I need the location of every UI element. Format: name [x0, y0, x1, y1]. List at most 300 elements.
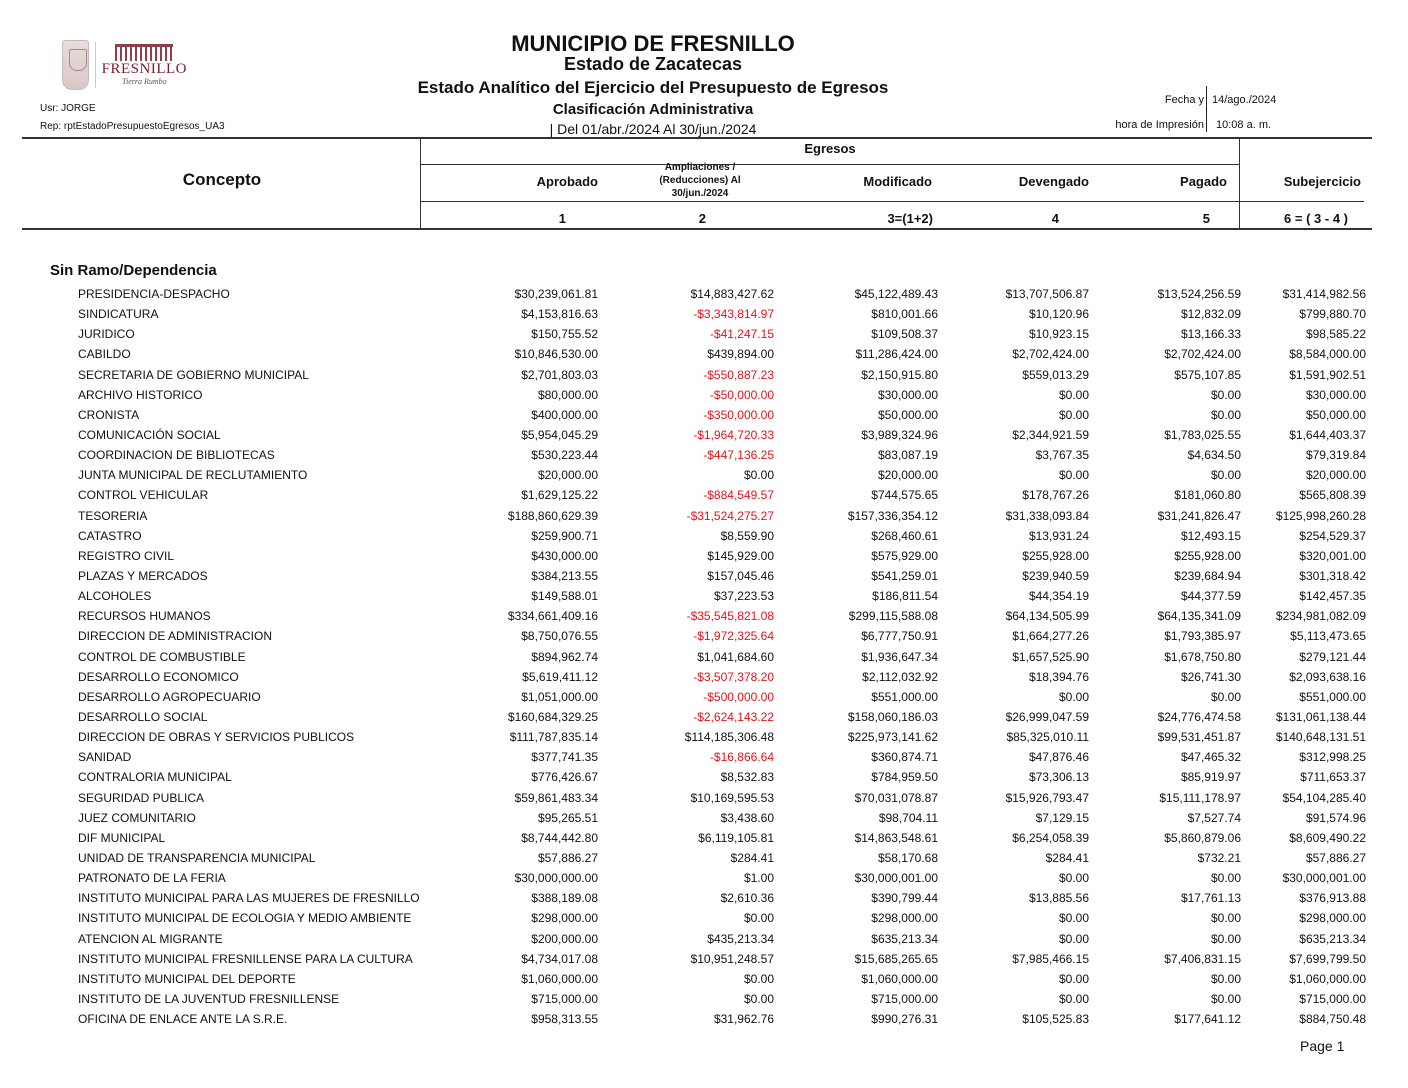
table-row [0, 949, 1408, 969]
col-number-1: 1 [558, 211, 566, 226]
row-subejercicio: $799,880.70 [1299, 307, 1366, 322]
report-classification: Clasificación Administrativa [552, 101, 754, 118]
row-pagado: $181,060.80 [1174, 488, 1241, 503]
row-pagado: $0.00 [1210, 387, 1241, 402]
row-pagado: $24,776,474.58 [1157, 709, 1241, 724]
row-pagado: $1,678,750.80 [1164, 649, 1241, 664]
row-ampliaciones: -$447,136.25 [703, 448, 774, 463]
row-devengado: $0.00 [1058, 991, 1089, 1006]
row-devengado: $13,931.24 [1028, 528, 1089, 543]
row-pagado: $1,783,025.55 [1164, 427, 1241, 442]
row-pagado: $5,860,879.06 [1164, 830, 1241, 845]
row-pagado: $99,531,451.87 [1157, 730, 1241, 745]
row-modificado: $14,863,548.61 [854, 830, 938, 845]
table-row [0, 445, 1408, 465]
row-subejercicio: $279,121.44 [1299, 649, 1366, 664]
col-number-2: 2 [698, 211, 706, 226]
row-concepto: DESARROLLO AGROPECUARIO [78, 689, 261, 704]
row-devengado: $7,129.15 [1035, 810, 1089, 825]
row-modificado: $390,799.44 [871, 891, 938, 906]
row-modificado: $225,973,141.62 [847, 730, 938, 745]
row-concepto: PLAZAS Y MERCADOS [78, 568, 208, 583]
row-devengado: $0.00 [1058, 407, 1089, 422]
row-aprobado: $160,684,329.25 [507, 709, 598, 724]
row-pagado: $26,741.30 [1180, 669, 1241, 684]
row-aprobado: $111,787,835.14 [509, 730, 598, 745]
egresos-header: Egresos [804, 141, 856, 156]
row-concepto: DESARROLLO SOCIAL [78, 709, 208, 724]
row-aprobado: $384,213.55 [531, 568, 598, 583]
row-concepto: DESARROLLO ECONOMICO [78, 669, 239, 684]
table-row [0, 586, 1408, 606]
row-modificado: $83,087.19 [877, 448, 938, 463]
row-devengado: $559,013.29 [1022, 367, 1089, 382]
row-aprobado: $430,000.00 [531, 548, 598, 563]
row-devengado: $0.00 [1058, 689, 1089, 704]
row-aprobado: $530,223.44 [531, 448, 598, 463]
row-subejercicio: $320,001.00 [1299, 548, 1366, 563]
table-row [0, 969, 1408, 989]
table-row [0, 526, 1408, 546]
row-ampliaciones: -$350,000.00 [703, 407, 774, 422]
row-modificado: $575,929.00 [871, 548, 938, 563]
row-concepto: UNIDAD DE TRANSPARENCIA MUNICIPAL [78, 850, 316, 865]
row-subejercicio: $131,061,138.44 [1275, 709, 1366, 724]
row-devengado: $2,702,424.00 [1012, 347, 1089, 362]
row-concepto: INSTITUTO MUNICIPAL DE ECOLOGIA Y MEDIO AMBIENTE [78, 911, 412, 926]
row-subejercicio: $50,000.00 [1305, 407, 1366, 422]
row-concepto: COMUNICACIÓN SOCIAL [78, 427, 221, 442]
table-row [0, 485, 1408, 505]
col-number-3: 3=(1+2) [887, 211, 933, 226]
row-modificado: $70,031,078.87 [854, 790, 938, 805]
row-devengado: $1,657,525.90 [1012, 649, 1089, 664]
row-aprobado: $80,000.00 [537, 387, 598, 402]
row-aprobado: $1,051,000.00 [521, 689, 598, 704]
row-ampliaciones: $31,962.76 [713, 1012, 774, 1027]
table-row [0, 647, 1408, 667]
row-subejercicio: $715,000.00 [1299, 991, 1366, 1006]
row-aprobado: $388,189.08 [531, 891, 598, 906]
row-subejercicio: $8,584,000.00 [1289, 347, 1366, 362]
row-concepto: SINDICATURA [78, 307, 159, 322]
row-pagado: $7,406,831.15 [1164, 951, 1241, 966]
row-pagado: $255,928.00 [1174, 548, 1241, 563]
row-ampliaciones: $0.00 [743, 991, 774, 1006]
table-row [0, 465, 1408, 485]
row-concepto: DIF MUNICIPAL [78, 830, 166, 845]
row-aprobado: $2,701,803.03 [521, 367, 598, 382]
row-concepto: COORDINACION DE BIBLIOTECAS [78, 448, 275, 463]
row-aprobado: $894,962.74 [531, 649, 598, 664]
row-pagado: $1,793,385.97 [1164, 629, 1241, 644]
row-pagado: $0.00 [1210, 871, 1241, 886]
row-subejercicio: $20,000.00 [1305, 468, 1366, 483]
table-body [0, 284, 1408, 1029]
row-aprobado: $59,861,483.34 [514, 790, 598, 805]
row-concepto: SEGURIDAD PUBLICA [78, 790, 205, 805]
row-subejercicio: $8,609,490.22 [1289, 830, 1366, 845]
row-aprobado: $10,846,530.00 [514, 347, 598, 362]
table-row [0, 385, 1408, 405]
row-aprobado: $4,153,816.63 [521, 307, 598, 322]
table-row [0, 989, 1408, 1009]
print-time-label: hora de Impresión [1115, 119, 1204, 131]
row-subejercicio: $54,104,285.40 [1282, 790, 1366, 805]
table-row [0, 908, 1408, 928]
row-subejercicio: $884,750.48 [1299, 1012, 1366, 1027]
row-concepto: OFICINA DE ENLACE ANTE LA S.R.E. [78, 1012, 288, 1027]
row-ampliaciones: -$1,972,325.64 [693, 629, 774, 644]
row-aprobado: $150,755.52 [531, 327, 598, 342]
row-subejercicio: $312,998.25 [1299, 750, 1366, 765]
row-ampliaciones: -$3,507,378.20 [693, 669, 774, 684]
row-concepto: DIRECCION DE ADMINISTRACION [78, 629, 273, 644]
row-ampliaciones: $0.00 [743, 971, 774, 986]
row-modificado: $11,286,424.00 [855, 347, 938, 362]
table-row [0, 667, 1408, 687]
logo-name: FRESNILLO [101, 61, 187, 77]
row-aprobado: $8,744,442.80 [521, 830, 598, 845]
row-pagado: $13,166.33 [1180, 327, 1241, 342]
col-aprobado-header: Aprobado [536, 174, 598, 189]
row-ampliaciones: $439,894.00 [707, 347, 774, 362]
row-modificado: $15,685,265.65 [854, 951, 938, 966]
row-pagado: $44,377.59 [1180, 589, 1241, 604]
row-subejercicio: $1,060,000.00 [1289, 971, 1366, 986]
col-number-6: 6 = ( 3 - 4 ) [1284, 211, 1348, 226]
row-ampliaciones: $6,119,105.81 [698, 830, 774, 845]
print-time: 10:08 a. m. [1216, 119, 1272, 131]
row-pagado: $177,641.12 [1174, 1012, 1241, 1027]
row-subejercicio: $565,808.39 [1299, 488, 1366, 503]
row-devengado: $0.00 [1058, 387, 1089, 402]
row-concepto: RECURSOS HUMANOS [78, 609, 211, 624]
row-ampliaciones: $435,213.34 [707, 931, 774, 946]
row-subejercicio: $711,653.37 [1300, 770, 1366, 785]
row-pagado: $732.21 [1197, 850, 1241, 865]
logo-tagline: Tierra Rumbo [121, 77, 167, 86]
row-ampliaciones: -$41,247.15 [709, 327, 774, 342]
row-subejercicio: $376,913.88 [1299, 891, 1366, 906]
report-state: Estado de Zacatecas [563, 54, 743, 74]
row-modificado: $715,000.00 [871, 991, 938, 1006]
print-date-label: Fecha y [1164, 94, 1204, 106]
row-subejercicio: $2,093,638.16 [1289, 669, 1366, 684]
row-ampliaciones: $0.00 [743, 468, 774, 483]
row-concepto: PRESIDENCIA-DESPACHO [78, 287, 230, 301]
row-concepto: INSTITUTO MUNICIPAL DEL DEPORTE [78, 971, 296, 986]
row-ampliaciones: $1,041,684.60 [697, 649, 774, 664]
egresos-underline [420, 164, 1240, 165]
row-modificado: $58,170.68 [877, 850, 938, 865]
col-pagado-header: Pagado [1180, 174, 1227, 189]
row-pagado: $575,107.85 [1174, 367, 1241, 382]
row-modificado: $157,336,354.12 [847, 508, 938, 523]
row-aprobado: $20,000.00 [537, 468, 598, 483]
row-aprobado: $400,000.00 [531, 407, 598, 422]
row-aprobado: $200,000.00 [531, 931, 598, 946]
table-row [0, 626, 1408, 646]
row-concepto: INSTITUTO MUNICIPAL PARA LAS MUJERES DE FRESNILLO [78, 891, 420, 906]
row-devengado: $73,306.13 [1028, 770, 1089, 785]
row-aprobado: $149,588.01 [531, 589, 598, 604]
row-pagado: $13,524,256.59 [1157, 287, 1241, 301]
row-concepto: ATENCION AL MIGRANTE [78, 931, 223, 946]
row-pagado: $0.00 [1210, 468, 1241, 483]
row-modificado: $50,000.00 [877, 407, 938, 422]
report-period: | Del 01/abr./2024 Al 30/jun./2024 [549, 121, 757, 137]
row-ampliaciones: -$884,549.57 [703, 488, 774, 503]
table-row [0, 506, 1408, 526]
col-number-5: 5 [1202, 211, 1210, 226]
table-row [0, 727, 1408, 747]
row-concepto: DIRECCION DE OBRAS Y SERVICIOS PUBLICOS [78, 730, 355, 745]
row-devengado: $0.00 [1058, 911, 1089, 926]
row-devengado: $0.00 [1058, 971, 1089, 986]
row-modificado: $299,115,588.08 [848, 609, 938, 624]
row-ampliaciones: $14,883,427.62 [690, 287, 774, 301]
row-concepto: CONTROL VEHICULAR [78, 488, 209, 503]
row-devengado: $64,134,505.99 [1005, 609, 1089, 624]
row-modificado: $1,936,647.34 [861, 649, 938, 664]
row-subejercicio: $57,886.27 [1305, 850, 1366, 865]
row-ampliaciones: $10,951,248.57 [690, 951, 774, 966]
row-aprobado: $5,954,045.29 [521, 427, 598, 442]
row-subejercicio: $140,648,131.51 [1275, 730, 1366, 745]
table-row [0, 1009, 1408, 1029]
row-subejercicio: $98,585.22 [1305, 327, 1366, 342]
table-row [0, 848, 1408, 868]
row-devengado: $15,926,793.47 [1005, 790, 1089, 805]
row-subejercicio: $91,574.96 [1305, 810, 1366, 825]
row-aprobado: $4,734,017.08 [521, 951, 598, 966]
table-row [0, 929, 1408, 949]
concepto-header: Concepto [182, 170, 262, 189]
row-aprobado: $1,629,125.22 [521, 488, 598, 503]
row-modificado: $784,959.50 [871, 770, 938, 785]
row-pagado: $0.00 [1210, 971, 1241, 986]
row-concepto: SANIDAD [78, 750, 132, 765]
row-pagado: $12,493.15 [1180, 528, 1241, 543]
row-pagado: $12,832.09 [1180, 307, 1241, 322]
row-concepto: INSTITUTO MUNICIPAL FRESNILLENSE PARA LA CULTURA [78, 951, 413, 966]
table-top-border [22, 137, 1372, 139]
table-row [0, 707, 1408, 727]
row-subejercicio: $1,644,403.37 [1289, 427, 1366, 442]
table-row [0, 767, 1408, 787]
row-devengado: $255,928.00 [1022, 548, 1089, 563]
row-subejercicio: $30,000.00 [1305, 387, 1366, 402]
row-pagado: $31,241,826.47 [1157, 508, 1241, 523]
row-devengado: $13,885.56 [1028, 891, 1089, 906]
row-ampliaciones: $8,532.83 [720, 770, 774, 785]
table-row [0, 828, 1408, 848]
row-ampliaciones: -$31,524,275.27 [686, 508, 774, 523]
print-info-divider [1206, 86, 1207, 132]
row-pagado: $0.00 [1210, 911, 1241, 926]
row-concepto: JUEZ COMUNITARIO [78, 810, 196, 825]
amp-line-3: 30/jun./2024 [671, 188, 729, 199]
row-ampliaciones: $114,185,306.48 [684, 730, 774, 745]
row-ampliaciones: -$550,887.23 [703, 367, 774, 382]
row-aprobado: $958,313.55 [531, 1012, 598, 1027]
row-aprobado: $715,000.00 [531, 991, 598, 1006]
col-subejercicio-header: Subejercicio [1283, 174, 1361, 189]
row-aprobado: $30,239,061.81 [514, 287, 598, 301]
report-id: Rep: rptEstadoPresupuestoEgresos_UA3 [40, 121, 225, 132]
row-ampliaciones: -$50,000.00 [709, 387, 774, 402]
row-devengado: $7,985,466.15 [1012, 951, 1089, 966]
col-ampliaciones-header [630, 161, 770, 200]
table-row [0, 868, 1408, 888]
row-devengado: $0.00 [1058, 931, 1089, 946]
row-ampliaciones: $8,559.90 [720, 528, 774, 543]
row-ampliaciones: -$2,624,143.22 [693, 709, 774, 724]
row-aprobado: $377,741.35 [531, 750, 598, 765]
row-ampliaciones: $1.00 [743, 871, 774, 886]
row-aprobado: $8,750,076.55 [521, 629, 598, 644]
table-row [0, 284, 1408, 304]
row-aprobado: $5,619,411.12 [522, 669, 598, 684]
row-devengado: $178,767.26 [1022, 488, 1089, 503]
row-modificado: $268,460.61 [871, 528, 938, 543]
row-ampliaciones: $157,045.46 [707, 568, 774, 583]
print-date: 14/ago./2024 [1212, 94, 1277, 106]
row-aprobado: $95,265.51 [537, 810, 598, 825]
row-devengado: $1,664,277.26 [1012, 629, 1089, 644]
row-aprobado: $57,886.27 [537, 850, 598, 865]
row-devengado: $105,525.83 [1022, 1012, 1089, 1027]
table-row [0, 546, 1408, 566]
row-subejercicio: $1,591,902.51 [1289, 367, 1366, 382]
col-modificado-header: Modificado [863, 174, 932, 189]
row-aprobado: $259,900.71 [531, 528, 598, 543]
row-modificado: $20,000.00 [877, 468, 938, 483]
table-row [0, 687, 1408, 707]
row-ampliaciones: $3,438.60 [720, 810, 774, 825]
row-modificado: $186,811.54 [872, 589, 938, 604]
row-modificado: $298,000.00 [871, 911, 938, 926]
row-subejercicio: $7,699,799.50 [1289, 951, 1366, 966]
row-aprobado: $1,060,000.00 [521, 971, 598, 986]
row-pagado: $47,465.32 [1180, 750, 1241, 765]
table-row [0, 365, 1408, 385]
col-number-4: 4 [1051, 211, 1059, 226]
row-concepto: JURIDICO [78, 327, 135, 342]
row-pagado: $0.00 [1210, 931, 1241, 946]
row-modificado: $635,213.34 [871, 931, 938, 946]
row-concepto: CRONISTA [78, 407, 140, 422]
row-concepto: CATASTRO [78, 528, 142, 543]
row-devengado: $44,354.19 [1028, 589, 1089, 604]
row-concepto: ALCOHOLES [78, 589, 152, 604]
row-modificado: $360,874.71 [871, 750, 938, 765]
row-modificado: $744,575.65 [871, 488, 938, 503]
row-ampliaciones: -$16,866.64 [709, 750, 774, 765]
row-concepto: CABILDO [78, 347, 131, 362]
row-pagado: $17,761.13 [1180, 891, 1241, 906]
row-modificado: $541,259.01 [871, 568, 938, 583]
row-devengado: $26,999,047.59 [1005, 709, 1089, 724]
amp-line-1: Ampliaciones / [664, 162, 736, 173]
table-row [0, 788, 1408, 808]
row-modificado: $30,000,001.00 [854, 871, 938, 886]
row-ampliaciones: $10,169,595.53 [690, 790, 774, 805]
row-ampliaciones: $2,610.36 [720, 891, 774, 906]
row-ampliaciones: $284.41 [730, 850, 774, 865]
table-row [0, 808, 1408, 828]
table-row [0, 344, 1408, 364]
row-subejercicio: $254,529.37 [1299, 528, 1366, 543]
row-subejercicio: $31,414,982.56 [1282, 287, 1366, 301]
row-devengado: $85,325,010.11 [1006, 730, 1089, 745]
row-modificado: $6,777,750.91 [861, 629, 938, 644]
table-row [0, 304, 1408, 324]
row-ampliaciones: -$1,964,720.33 [693, 427, 774, 442]
row-aprobado: $298,000.00 [531, 911, 598, 926]
row-concepto: ARCHIVO HISTORICO [78, 387, 203, 402]
row-devengado: $3,767.35 [1035, 448, 1089, 463]
row-pagado: $4,634.50 [1187, 448, 1241, 463]
row-modificado: $2,112,032.92 [862, 669, 938, 684]
row-pagado: $0.00 [1210, 991, 1241, 1006]
row-devengado: $2,344,921.59 [1012, 427, 1089, 442]
report-title: Estado Analítico del Ejercicio del Presupuesto de Egresos [417, 78, 889, 97]
row-concepto: INSTITUTO DE LA JUVENTUD FRESNILLENSE [78, 991, 340, 1006]
row-subejercicio: $635,213.34 [1299, 931, 1366, 946]
row-concepto: SECRETARIA DE GOBIERNO MUNICIPAL [78, 367, 309, 382]
row-devengado: $6,254,058.39 [1012, 830, 1089, 845]
table-row [0, 324, 1408, 344]
row-concepto: TESORERIA [78, 508, 148, 523]
report-main-title: MUNICIPIO DE FRESNILLO [511, 31, 795, 56]
col-devengado-header: Devengado [1018, 174, 1089, 189]
row-modificado: $2,150,915.80 [861, 367, 938, 382]
row-ampliaciones: $145,929.00 [707, 548, 774, 563]
row-subejercicio: $298,000.00 [1299, 911, 1366, 926]
row-modificado: $30,000.00 [877, 387, 938, 402]
row-concepto: REGISTRO CIVIL [78, 548, 175, 563]
colhdr-underline [420, 201, 1364, 202]
row-modificado: $551,000.00 [871, 689, 938, 704]
table-row [0, 747, 1408, 767]
row-devengado: $13,707,506.87 [1005, 287, 1089, 301]
row-devengado: $47,876.46 [1028, 750, 1089, 765]
row-subejercicio: $125,998,260.28 [1275, 508, 1366, 523]
row-pagado: $85,919.97 [1180, 770, 1241, 785]
row-devengado: $31,338,093.84 [1005, 508, 1089, 523]
row-subejercicio: $234,981,082.09 [1275, 609, 1366, 624]
section-title: Sin Ramo/Dependencia [50, 262, 217, 279]
row-modificado: $1,060,000.00 [861, 971, 938, 986]
row-aprobado: $30,000,000.00 [514, 871, 598, 886]
row-modificado: $810,001.66 [871, 307, 938, 322]
row-devengado: $0.00 [1058, 468, 1089, 483]
table-row [0, 566, 1408, 586]
row-subejercicio: $142,457.35 [1299, 589, 1366, 604]
row-ampliaciones: -$3,343,814.97 [693, 307, 774, 322]
row-ampliaciones: $0.00 [743, 911, 774, 926]
row-pagado: $0.00 [1210, 689, 1241, 704]
table-row [0, 405, 1408, 425]
row-subejercicio: $30,000,001.00 [1282, 871, 1366, 886]
row-pagado: $2,702,424.00 [1164, 347, 1241, 362]
row-modificado: $45,122,489.43 [854, 287, 938, 301]
row-pagado: $7,527.74 [1187, 810, 1241, 825]
row-subejercicio: $551,000.00 [1299, 689, 1366, 704]
row-devengado: $10,120.96 [1028, 307, 1089, 322]
